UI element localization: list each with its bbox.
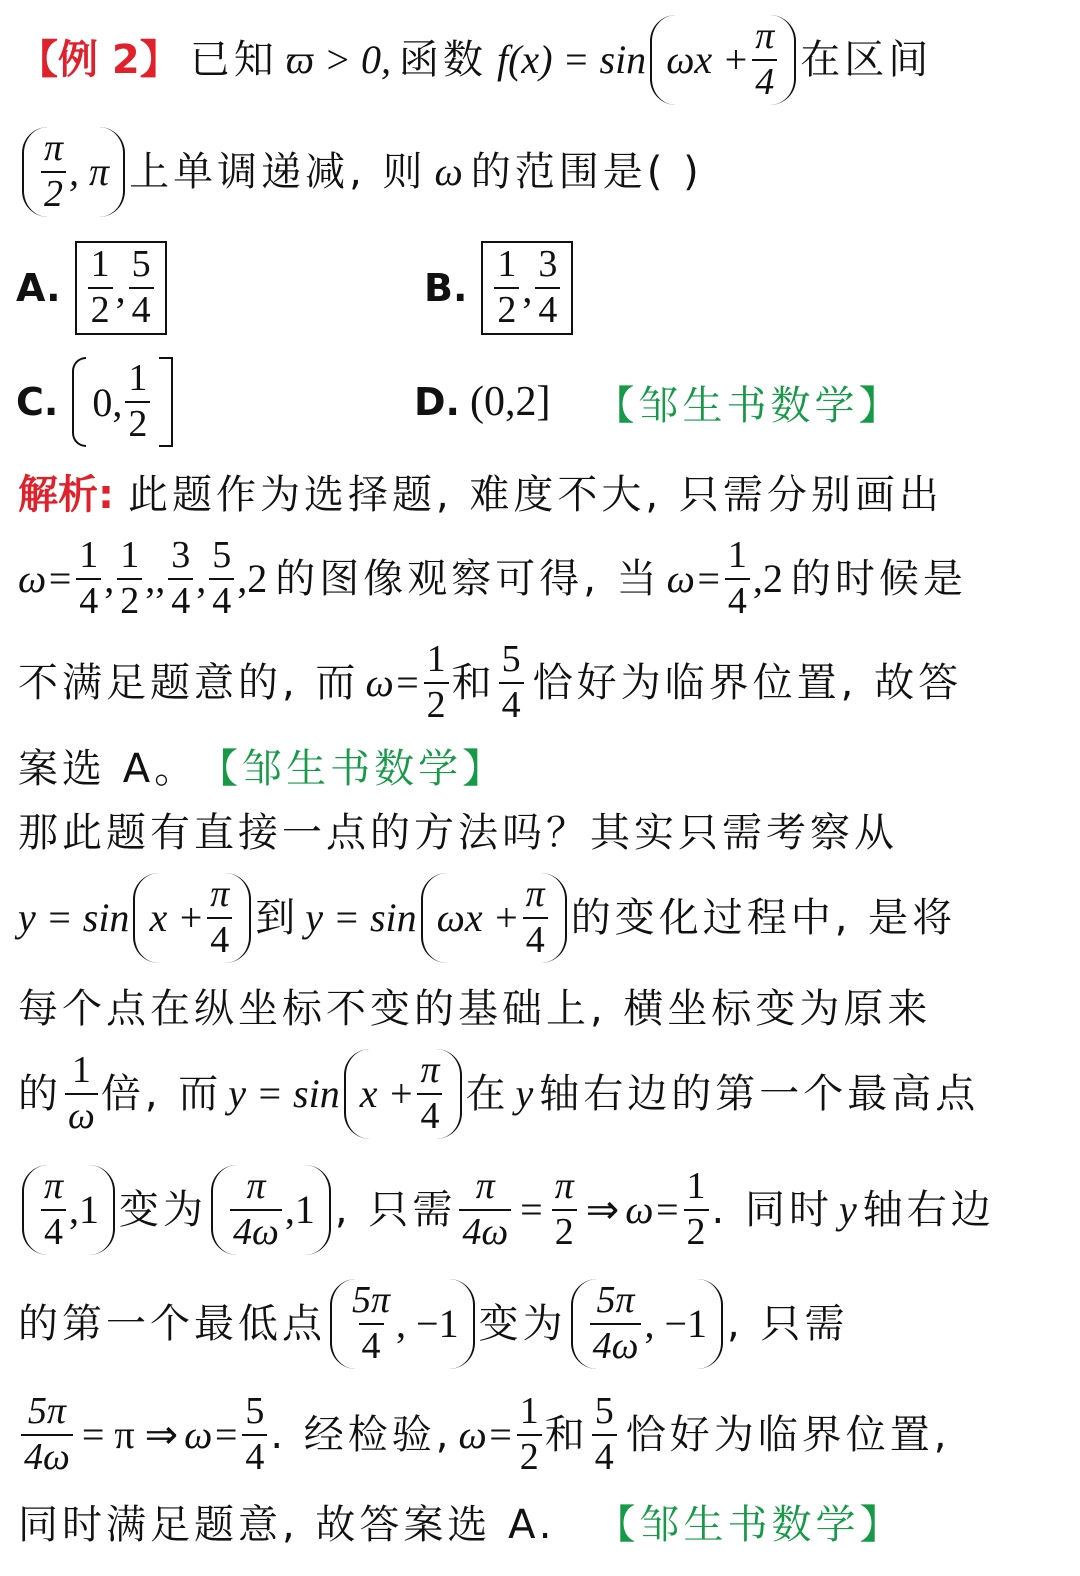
fraction-numerator: π xyxy=(246,1165,266,1208)
fraction-pi-over-4omega xyxy=(230,1167,282,1253)
fraction-denominator: 4 xyxy=(242,1434,267,1478)
fraction-numerator: 5 xyxy=(594,1390,614,1433)
question-line-2 xyxy=(18,122,703,222)
analysis-line-3 xyxy=(18,638,962,728)
option-a-interval xyxy=(75,241,167,335)
analysis-text: 轴右边的第一个最高点 xyxy=(539,1071,980,1117)
fraction-denominator: 4 xyxy=(499,682,524,726)
question-text-known: 已知 xyxy=(189,37,278,83)
interval-zero: 0, xyxy=(92,379,123,425)
fraction-1-over-2 xyxy=(88,245,113,331)
fraction-denominator: 2 xyxy=(41,171,66,215)
analysis-line-2 xyxy=(18,534,967,624)
fraction-numerator: π xyxy=(755,15,775,58)
analysis-line-1 xyxy=(18,470,943,520)
fraction-numerator: 5 xyxy=(245,1390,265,1433)
analysis-text: , 只需 xyxy=(334,1187,457,1233)
fraction-3-over-4 xyxy=(168,536,193,622)
analysis-text: , 只需 xyxy=(727,1301,849,1347)
analysis-text: 恰好为临界位置, xyxy=(625,1412,951,1458)
fraction-5-over-4 xyxy=(499,640,524,726)
fraction-denominator: 4 xyxy=(359,1323,384,1367)
fraction-pi-over-2 xyxy=(41,129,66,215)
fraction-1-over-4 xyxy=(725,536,750,622)
option-d[interactable] xyxy=(414,352,902,452)
analysis-text: 和 xyxy=(451,660,496,706)
option-c-label: C. xyxy=(16,380,59,424)
fraction-denominator: 4 xyxy=(207,917,232,961)
value-negative-one: , −1 xyxy=(396,1301,459,1346)
fraction-pi-over-4 xyxy=(523,875,548,961)
fraction-numerator: 5π xyxy=(596,1279,635,1322)
omega-equals: ω= xyxy=(184,1412,240,1457)
fraction-denominator: 2 xyxy=(117,578,142,622)
question-text-range: 的范围是( ) xyxy=(470,149,703,195)
option-b[interactable] xyxy=(424,238,577,338)
analysis-text: 此题作为选择题, 难度不大, 只需分别画出 xyxy=(128,472,943,518)
fraction-denominator: 4 xyxy=(168,578,193,622)
fraction-1-over-2 xyxy=(117,536,142,622)
fraction-denominator: 4 xyxy=(523,917,548,961)
fraction-denominator: 4 xyxy=(209,578,234,622)
point-max-transformed xyxy=(211,1165,331,1255)
fraction-numerator: 1 xyxy=(426,638,446,681)
interval-upper-pi: , π xyxy=(69,149,110,194)
fraction-denominator: 4 xyxy=(417,1093,442,1137)
analysis-text: 同时满足题意, 故答案选 A. xyxy=(18,1502,556,1548)
fraction-numerator: 1 xyxy=(90,243,110,286)
fraction-denominator: 2 xyxy=(424,682,449,726)
fraction-5-over-4 xyxy=(592,1392,617,1478)
analysis-text: 倍, 而 xyxy=(100,1071,223,1117)
fraction-denominator: 4ω xyxy=(590,1323,642,1367)
fraction-numerator: 1 xyxy=(120,534,140,577)
fraction-numerator: 1 xyxy=(71,1049,91,1092)
option-b-interval xyxy=(481,241,573,335)
fraction-pi-over-2 xyxy=(552,1167,577,1253)
fraction-5pi-over-4omega xyxy=(21,1392,73,1478)
analysis-line-6 xyxy=(18,868,956,968)
analysis-text: 变为 xyxy=(478,1301,567,1347)
fraction-1-over-omega xyxy=(65,1051,98,1137)
option-b-label: B. xyxy=(424,266,468,310)
point-min-transformed xyxy=(571,1279,723,1369)
omega-equals: ω= xyxy=(666,556,722,601)
analysis-line-4 xyxy=(18,744,506,794)
analysis-text: . 同时 xyxy=(711,1187,833,1233)
fraction-numerator: 5 xyxy=(131,243,151,286)
analysis-text: 变为 xyxy=(119,1187,208,1233)
fraction-1-over-4 xyxy=(76,536,101,622)
brand-watermark: 【邹生书数学】 xyxy=(594,382,903,429)
value-one: ,1 xyxy=(284,1187,315,1232)
omega-equals: ω= xyxy=(365,660,421,705)
fraction-denominator: 4 xyxy=(725,578,750,622)
fraction-denominator: 4ω xyxy=(21,1434,73,1478)
fraction-1-over-2 xyxy=(424,640,449,726)
fraction-numerator: 1 xyxy=(686,1165,706,1208)
fraction-denominator: 2 xyxy=(517,1434,542,1478)
analysis-line-10 xyxy=(18,1274,848,1374)
fraction-denominator: 4ω xyxy=(459,1209,511,1253)
analysis-text: 的第一个最低点 xyxy=(18,1301,326,1347)
analysis-text: 在 xyxy=(465,1071,510,1117)
fraction-numerator: 3 xyxy=(171,534,191,577)
omega-x-plus: ωx + xyxy=(436,895,520,940)
analysis-text: 的变化过程中, 是将 xyxy=(570,895,957,941)
fraction-denominator: ω xyxy=(65,1093,98,1137)
function-argument xyxy=(650,15,796,105)
function-definition: f(x) = sin xyxy=(497,37,647,82)
fraction-denominator: 4 xyxy=(752,59,777,103)
comma: , xyxy=(104,556,115,601)
interval-pi-half-pi xyxy=(22,127,125,217)
fraction-numerator: 5 xyxy=(212,534,232,577)
fraction-5-over-4 xyxy=(129,245,154,331)
question-line-1 xyxy=(18,10,932,110)
y-equals-sin: y = sin xyxy=(228,1071,340,1116)
fraction-denominator: 2 xyxy=(125,401,150,445)
y-equals-sin: y = sin xyxy=(18,895,130,940)
option-c-interval xyxy=(72,357,173,447)
fraction-denominator: 4 xyxy=(592,1434,617,1478)
omega-equals: ω= xyxy=(18,556,74,601)
brand-watermark: 【邹生书数学】 xyxy=(595,1502,904,1548)
analysis-line-11 xyxy=(18,1390,950,1480)
equals-sign: = xyxy=(520,1187,543,1232)
value-two: ,2 xyxy=(752,556,783,601)
open-paren xyxy=(72,357,86,447)
analysis-text: 轴右边 xyxy=(862,1187,995,1233)
option-c[interactable] xyxy=(16,352,177,452)
analysis-text: 的图像观察可得, 当 xyxy=(275,556,661,602)
fraction-numerator: 5π xyxy=(352,1279,391,1322)
fraction-pi-over-4 xyxy=(752,17,777,103)
fraction-numerator: π xyxy=(525,873,545,916)
analysis-line-5 xyxy=(18,808,898,858)
comma: , xyxy=(522,265,533,311)
fraction-pi-over-4omega xyxy=(459,1167,511,1253)
question-text-interval: 在区间 xyxy=(800,37,933,83)
analysis-line-9 xyxy=(18,1160,995,1260)
option-d-interval: (0,2] xyxy=(469,379,551,425)
fraction-numerator: 5 xyxy=(501,638,521,681)
brand-watermark: 【邹生书数学】 xyxy=(198,746,507,792)
omega-x-plus: ωx + xyxy=(666,37,750,82)
fraction-numerator: π xyxy=(420,1049,440,1092)
omega-symbol: ω xyxy=(434,149,463,194)
value-negative-one: , −1 xyxy=(644,1301,708,1346)
option-a[interactable] xyxy=(16,238,171,338)
fraction-numerator: 1 xyxy=(497,243,517,286)
fraction-denominator: 4 xyxy=(535,287,560,331)
function-argument xyxy=(421,873,567,963)
comma: , xyxy=(115,265,126,311)
close-bracket xyxy=(159,357,173,447)
fraction-numerator: π xyxy=(210,873,230,916)
function-argument xyxy=(133,873,251,963)
y-axis-symbol: y xyxy=(838,1187,857,1232)
fraction-numerator: π xyxy=(44,1165,64,1208)
analysis-text: 案选 A。 xyxy=(18,746,199,792)
fraction-denominator: 2 xyxy=(684,1209,709,1253)
fraction-numerator: 5π xyxy=(27,1390,66,1433)
analysis-text: 每个点在纵坐标不变的基础上, 横坐标变为原来 xyxy=(18,986,932,1032)
fraction-numerator: 1 xyxy=(79,534,99,577)
fraction-denominator: 4ω xyxy=(230,1209,282,1253)
fraction-1-over-2 xyxy=(494,245,519,331)
analysis-text: 的 xyxy=(18,1071,62,1117)
value-one: ,1 xyxy=(69,1187,100,1232)
option-d-label: D. xyxy=(414,380,460,424)
fraction-pi-over-4 xyxy=(417,1051,442,1137)
analysis-text: 那此题有直接一点的方法吗？其实只需考察从 xyxy=(18,810,898,856)
value-two: ,2 xyxy=(237,556,268,601)
fraction-numerator: π xyxy=(475,1165,495,1208)
fraction-numerator: π xyxy=(554,1165,574,1208)
question-text-decreasing: 上单调递减, 则 xyxy=(129,149,427,195)
omega-equals: ω= xyxy=(458,1412,514,1457)
fraction-5-over-4 xyxy=(242,1392,267,1478)
analysis-line-12 xyxy=(18,1500,904,1550)
analysis-text: . 经检验, xyxy=(270,1412,453,1458)
fraction-denominator: 2 xyxy=(494,287,519,331)
comma: , xyxy=(145,556,156,601)
fraction-5-over-4 xyxy=(209,536,234,622)
point-max-original xyxy=(22,1165,115,1255)
function-argument xyxy=(344,1049,462,1139)
option-a-label: A. xyxy=(16,266,61,310)
fraction-denominator: 4 xyxy=(129,287,154,331)
fraction-numerator: 1 xyxy=(727,534,747,577)
fraction-pi-over-4 xyxy=(207,875,232,961)
fraction-3-over-4 xyxy=(535,245,560,331)
fraction-5pi-over-4omega xyxy=(590,1281,642,1367)
x-plus: x + xyxy=(359,1071,415,1116)
fraction-numerator: 3 xyxy=(538,243,558,286)
omega-condition: ϖ > 0, xyxy=(285,37,391,82)
fraction-denominator: 2 xyxy=(88,287,113,331)
comma: , xyxy=(196,556,207,601)
example-label: 【例 2】 xyxy=(18,37,180,83)
fraction-denominator: 4 xyxy=(76,578,101,622)
analysis-text: 的时候是 xyxy=(790,556,967,602)
fraction-numerator: π xyxy=(44,127,64,170)
implies-sign: ⇒ xyxy=(585,1187,620,1232)
y-axis-symbol: y xyxy=(515,1071,534,1116)
fraction-numerator: 1 xyxy=(519,1390,539,1433)
fraction-5pi-over-4 xyxy=(349,1281,393,1367)
fraction-pi-over-4 xyxy=(41,1167,66,1253)
analysis-line-8 xyxy=(18,1044,979,1144)
x-plus: x + xyxy=(149,895,205,940)
omega-equals: ω= xyxy=(625,1187,681,1232)
analysis-text: 恰好为临界位置, 故答 xyxy=(532,660,963,706)
analysis-text: 不满足题意的, 而 xyxy=(18,660,360,706)
question-text-function: 函数 xyxy=(399,37,487,83)
fraction-numerator: 1 xyxy=(128,357,148,400)
fraction-denominator: 2 xyxy=(552,1209,577,1253)
fraction-1-over-2 xyxy=(517,1392,542,1478)
analysis-line-7 xyxy=(18,984,931,1034)
comma: , xyxy=(155,556,166,601)
fraction-1-over-2 xyxy=(684,1167,709,1253)
equals-pi-implies: = π ⇒ xyxy=(81,1412,179,1457)
fraction-1-over-2 xyxy=(125,359,150,445)
analysis-text: 和 xyxy=(544,1412,589,1458)
analysis-label: 解析: xyxy=(18,472,114,518)
fraction-denominator: 4 xyxy=(41,1209,66,1253)
y-equals-sin: y = sin xyxy=(305,895,417,940)
point-min-original xyxy=(330,1279,475,1369)
analysis-text: 到 xyxy=(255,895,300,941)
